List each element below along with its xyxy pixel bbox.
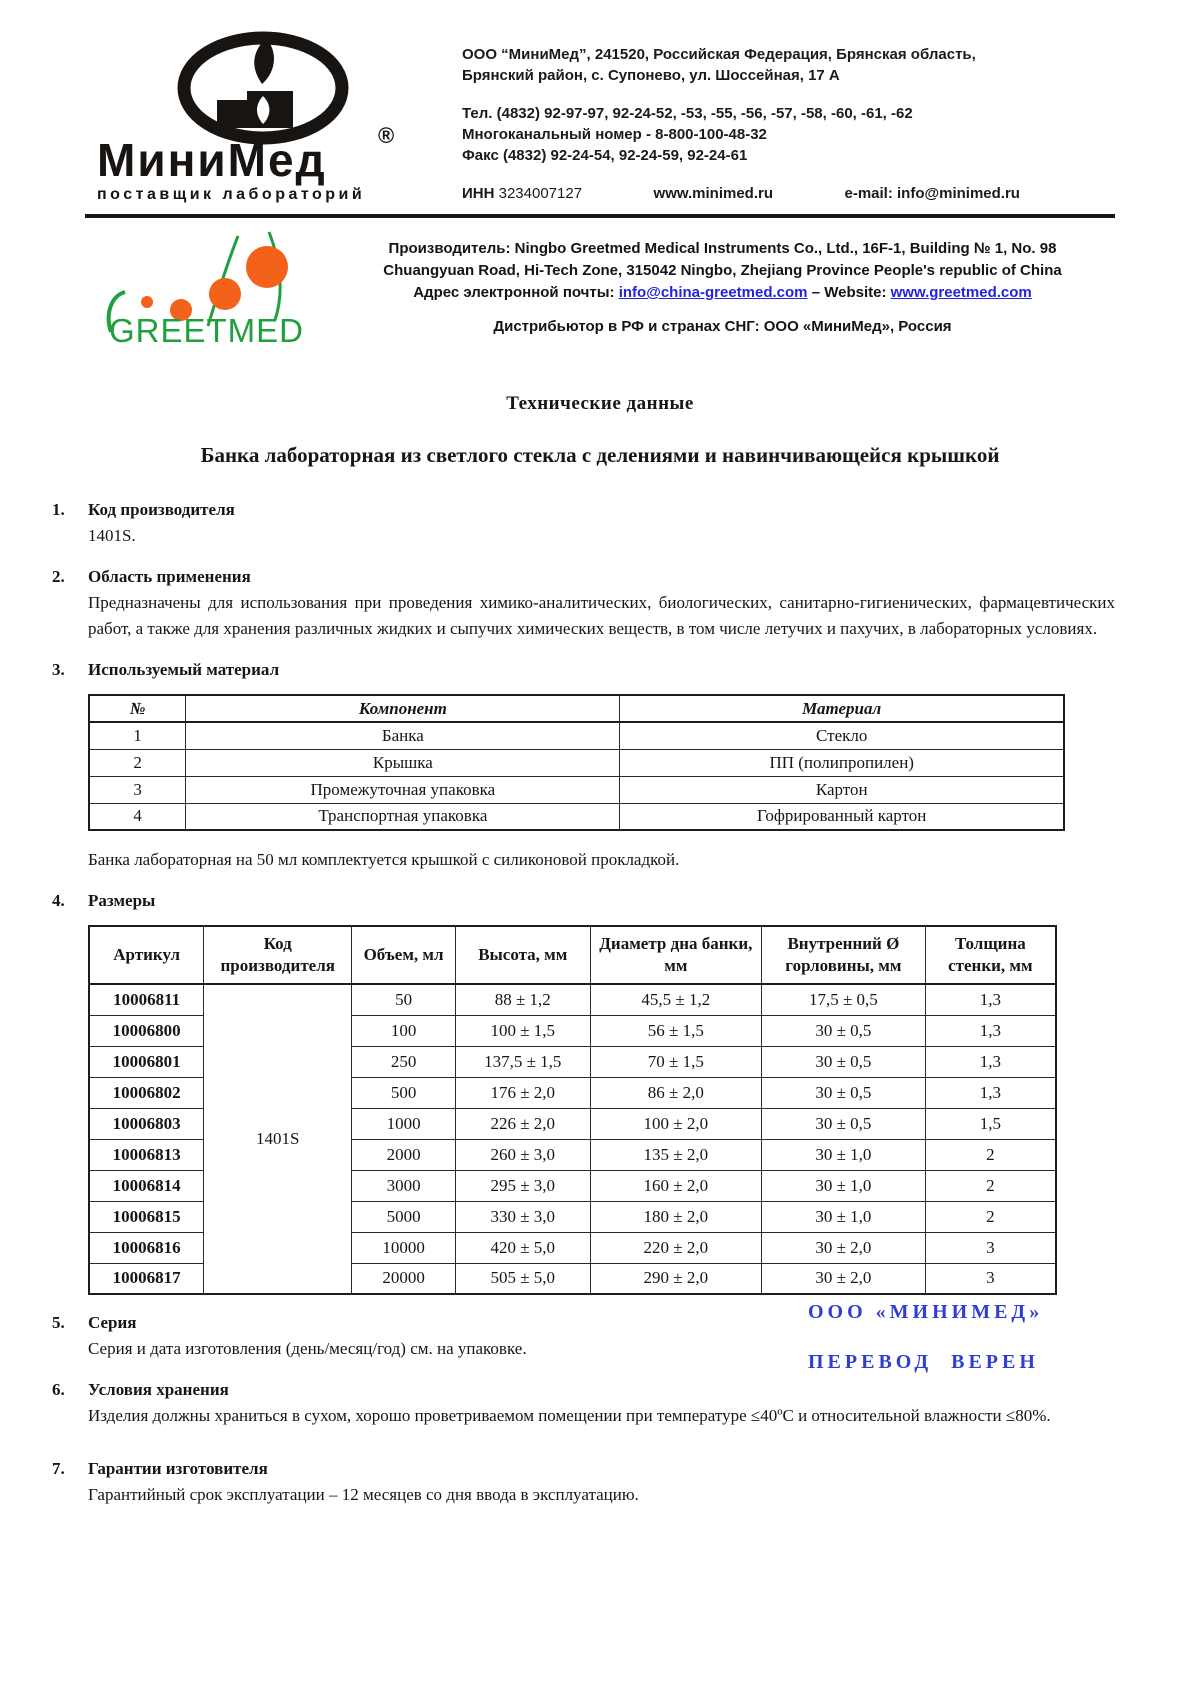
minimed-logo-icon (95, 28, 410, 203)
section-title: Код производителя (88, 500, 235, 519)
neck-diameter-cell: 30 ± 0,5 (762, 1108, 926, 1139)
section-7-heading (52, 1459, 1115, 1479)
wall-thickness-cell: 1,3 (925, 1015, 1056, 1046)
neck-diameter-cell: 30 ± 2,0 (762, 1232, 926, 1263)
manufacturer-header (0, 218, 1200, 353)
wall-thickness-cell: 1,3 (925, 984, 1056, 1015)
height-cell: 226 ± 2,0 (455, 1108, 590, 1139)
volume-cell: 500 (352, 1077, 456, 1108)
section-6-body: Изделия должны храниться в сухом, хорошо проветриваемом помещении при температуре ≤40ºС и относительной влажности ≤80%. (88, 1406, 1051, 1425)
section-number: 2. (52, 567, 65, 586)
volume-cell: 20000 (352, 1263, 456, 1294)
article-cell: 10006816 (89, 1232, 204, 1263)
section-6-heading (52, 1380, 1115, 1400)
dimensions-header-wall: Толщина стенки, мм (925, 926, 1056, 984)
component-cell: Крышка (186, 749, 620, 776)
volume-cell: 3000 (352, 1170, 456, 1201)
manufacturer-website-label: – Website: (807, 284, 891, 301)
inn-number: 3234007127 (498, 185, 583, 202)
dimensions-table-body (89, 984, 1056, 1294)
manufacturer-line2: Chuangyuan Road, Hi-Tech Zone, 315042 Ningbo, Zhejiang Province People's republic of China (383, 262, 1062, 279)
row-number-cell: 1 (89, 722, 186, 749)
neck-diameter-cell: 30 ± 1,0 (762, 1170, 926, 1201)
supplier-multichannel: Многоканальный номер - 8-800-100-48-32 (462, 126, 767, 143)
height-cell: 295 ± 3,0 (455, 1170, 590, 1201)
section-number: 7. (52, 1459, 65, 1478)
manufacturer-website-link[interactable]: www.greetmed.com (890, 284, 1032, 301)
section-1-body: 1401S. (88, 526, 136, 545)
wall-thickness-cell: 2 (925, 1170, 1056, 1201)
greetmed-logo-icon (95, 230, 330, 348)
stamp-company-line: ООО «МИНИМЕД» (808, 1301, 1044, 1323)
dimensions-header-article: Артикул (89, 926, 204, 984)
materials-header-component: Компонент (186, 695, 620, 722)
minimed-logo (95, 28, 410, 208)
volume-cell: 2000 (352, 1139, 456, 1170)
section-1-heading (52, 500, 1115, 520)
wall-thickness-cell: 1,3 (925, 1046, 1056, 1077)
document-title: Технические данные (506, 393, 694, 414)
diameter-cell: 86 ± 2,0 (590, 1077, 761, 1108)
component-cell: Банка (186, 722, 620, 749)
material-cell: ПП (полипропилен) (620, 749, 1064, 776)
manufacturer-line1: Производитель: Ningbo Greetmed Medical Instruments Co., Ltd., 16F-1, Building № 1, No. 98 (388, 240, 1057, 257)
supplier-fax: Факс (4832) 92-24-54, 92-24-59, 92-24-61 (462, 147, 748, 164)
supplier-address-line2: Брянский район, с. Супонево, ул. Шоссейная, 17 А (462, 67, 840, 84)
dimensions-header-volume: Объем, мл (352, 926, 456, 984)
volume-cell: 5000 (352, 1201, 456, 1232)
dimensions-table (88, 925, 1057, 1295)
materials-table (88, 694, 1065, 831)
greetmed-logo (95, 228, 335, 353)
section-2-body: Предназначены для использования при проведения химико-аналитических, биологических, санитарно-гигиенических, фармацевтических работ, а также для хранения различных жидких и сыпучих химических веществ, в том числе летучих и пахучих, в лабораторных условиях. (88, 593, 1115, 638)
greetmed-logo-text: GREETMED (109, 312, 305, 348)
materials-row (89, 803, 1064, 830)
section-number: 5. (52, 1313, 65, 1332)
minimed-logo-tagline: поставщик лабораторий (97, 186, 366, 203)
neck-diameter-cell: 30 ± 1,0 (762, 1139, 926, 1170)
dimensions-header-code: Код производителя (204, 926, 352, 984)
article-cell: 10006802 (89, 1077, 204, 1108)
section-7-body: Гарантийный срок эксплуатации – 12 месяцев со дня ввода в эксплуатацию. (88, 1485, 639, 1504)
article-cell: 10006801 (89, 1046, 204, 1077)
materials-row (89, 722, 1064, 749)
row-number-cell: 3 (89, 776, 186, 803)
diameter-cell: 220 ± 2,0 (590, 1232, 761, 1263)
diameter-cell: 70 ± 1,5 (590, 1046, 761, 1077)
volume-cell: 100 (352, 1015, 456, 1046)
diameter-cell: 160 ± 2,0 (590, 1170, 761, 1201)
neck-diameter-cell: 17,5 ± 0,5 (762, 984, 926, 1015)
inn-label: ИНН (462, 185, 495, 202)
section-5-body: Серия и дата изготовления (день/месяц/год) см. на упаковке. (88, 1339, 527, 1358)
product-title: Банка лабораторная из светлого стекла с делениями и навинчивающейся крышкой (200, 443, 1000, 467)
manufacturer-contacts (335, 282, 1110, 304)
section-number: 4. (52, 891, 65, 910)
neck-diameter-cell: 30 ± 0,5 (762, 1077, 926, 1108)
dimensions-header-diameter: Диаметр дна банки, мм (590, 926, 761, 984)
material-cell: Картон (620, 776, 1064, 803)
manufacturer-info-block (335, 228, 1110, 353)
stamp-translation-line: ПЕРЕВОД ВЕРЕН (808, 1351, 1039, 1373)
materials-note: Банка лабораторная на 50 мл комплектуется крышкой с силиконовой прокладкой. (88, 850, 680, 869)
wall-thickness-cell: 1,5 (925, 1108, 1056, 1139)
section-title: Используемый материал (88, 660, 280, 679)
height-cell: 176 ± 2,0 (455, 1077, 590, 1108)
volume-cell: 50 (352, 984, 456, 1015)
materials-row (89, 749, 1064, 776)
volume-cell: 10000 (352, 1232, 456, 1263)
materials-header-row (89, 695, 1064, 722)
supplier-inn (462, 183, 582, 204)
height-cell: 505 ± 5,0 (455, 1263, 590, 1294)
diameter-cell: 45,5 ± 1,2 (590, 984, 761, 1015)
supplier-contact-block (462, 28, 1020, 208)
dimensions-header-row (89, 926, 1056, 984)
height-cell: 100 ± 1,5 (455, 1015, 590, 1046)
neck-diameter-cell: 30 ± 1,0 (762, 1201, 926, 1232)
section-title: Условия хранения (88, 1380, 229, 1399)
neck-diameter-cell: 30 ± 2,0 (762, 1263, 926, 1294)
manufacturer-email-label: Адрес электронной почты: (413, 284, 619, 301)
section-3-heading (52, 660, 1115, 680)
diameter-cell: 180 ± 2,0 (590, 1201, 761, 1232)
diameter-cell: 100 ± 2,0 (590, 1108, 761, 1139)
article-cell: 10006814 (89, 1170, 204, 1201)
article-cell: 10006811 (89, 984, 204, 1015)
wall-thickness-cell: 3 (925, 1263, 1056, 1294)
materials-row (89, 776, 1064, 803)
section-title: Размеры (88, 891, 156, 910)
height-cell: 137,5 ± 1,5 (455, 1046, 590, 1077)
volume-cell: 1000 (352, 1108, 456, 1139)
section-title: Гарантии изготовителя (88, 1459, 268, 1478)
supplier-header (0, 0, 1200, 208)
section-number: 1. (52, 500, 65, 519)
wall-thickness-cell: 2 (925, 1139, 1056, 1170)
row-number-cell: 2 (89, 749, 186, 776)
height-cell: 330 ± 3,0 (455, 1201, 590, 1232)
height-cell: 420 ± 5,0 (455, 1232, 590, 1263)
manufacturer-email-link[interactable]: info@china-greetmed.com (618, 284, 808, 301)
section-2-heading (52, 567, 1115, 587)
article-cell: 10006817 (89, 1263, 204, 1294)
diameter-cell: 135 ± 2,0 (590, 1139, 761, 1170)
material-cell: Стекло (620, 722, 1064, 749)
materials-header-number: № (89, 695, 186, 722)
article-cell: 10006803 (89, 1108, 204, 1139)
materials-table-body (89, 722, 1064, 830)
section-title: Область применения (88, 567, 251, 586)
section-title: Серия (88, 1313, 137, 1332)
article-cell: 10006800 (89, 1015, 204, 1046)
volume-cell: 250 (352, 1046, 456, 1077)
dimensions-header-height: Высота, мм (455, 926, 590, 984)
supplier-phone: Тел. (4832) 92-97-97, 92-24-52, -53, -55, -56, -57, -58, -60, -61, -62 (462, 105, 913, 122)
article-cell: 10006813 (89, 1139, 204, 1170)
minimed-logo-text: МиниМед (97, 134, 327, 186)
article-cell: 10006815 (89, 1201, 204, 1232)
section-number: 6. (52, 1380, 65, 1399)
section-number: 3. (52, 660, 65, 679)
translation-stamp (808, 1300, 1078, 1374)
supplier-website-link[interactable]: www.minimed.ru (653, 185, 774, 202)
wall-thickness-cell: 3 (925, 1232, 1056, 1263)
wall-thickness-cell: 2 (925, 1201, 1056, 1232)
supplier-email[interactable]: e-mail: info@minimed.ru (844, 185, 1020, 202)
row-number-cell: 4 (89, 803, 186, 830)
dimensions-row (89, 984, 1056, 1015)
dimensions-header-neck: Внутренний Ø горловины, мм (762, 926, 926, 984)
materials-header-material: Материал (620, 695, 1064, 722)
neck-diameter-cell: 30 ± 0,5 (762, 1015, 926, 1046)
distributor-line: Дистрибьютор в РФ и странах СНГ: ООО «МиниМед», Россия (493, 318, 952, 335)
neck-diameter-cell: 30 ± 0,5 (762, 1046, 926, 1077)
section-4-heading (52, 891, 1115, 911)
registered-mark-icon: ® (378, 123, 395, 148)
height-cell: 88 ± 1,2 (455, 984, 590, 1015)
wall-thickness-cell: 1,3 (925, 1077, 1056, 1108)
height-cell: 260 ± 3,0 (455, 1139, 590, 1170)
manufacturer-code-cell: 1401S (204, 984, 352, 1294)
diameter-cell: 56 ± 1,5 (590, 1015, 761, 1046)
component-cell: Промежуточная упаковка (186, 776, 620, 803)
material-cell: Гофрированный картон (620, 803, 1064, 830)
diameter-cell: 290 ± 2,0 (590, 1263, 761, 1294)
component-cell: Транспортная упаковка (186, 803, 620, 830)
supplier-address-line1: ООО “МиниМед”, 241520, Российская Федерация, Брянская область, (462, 46, 976, 63)
